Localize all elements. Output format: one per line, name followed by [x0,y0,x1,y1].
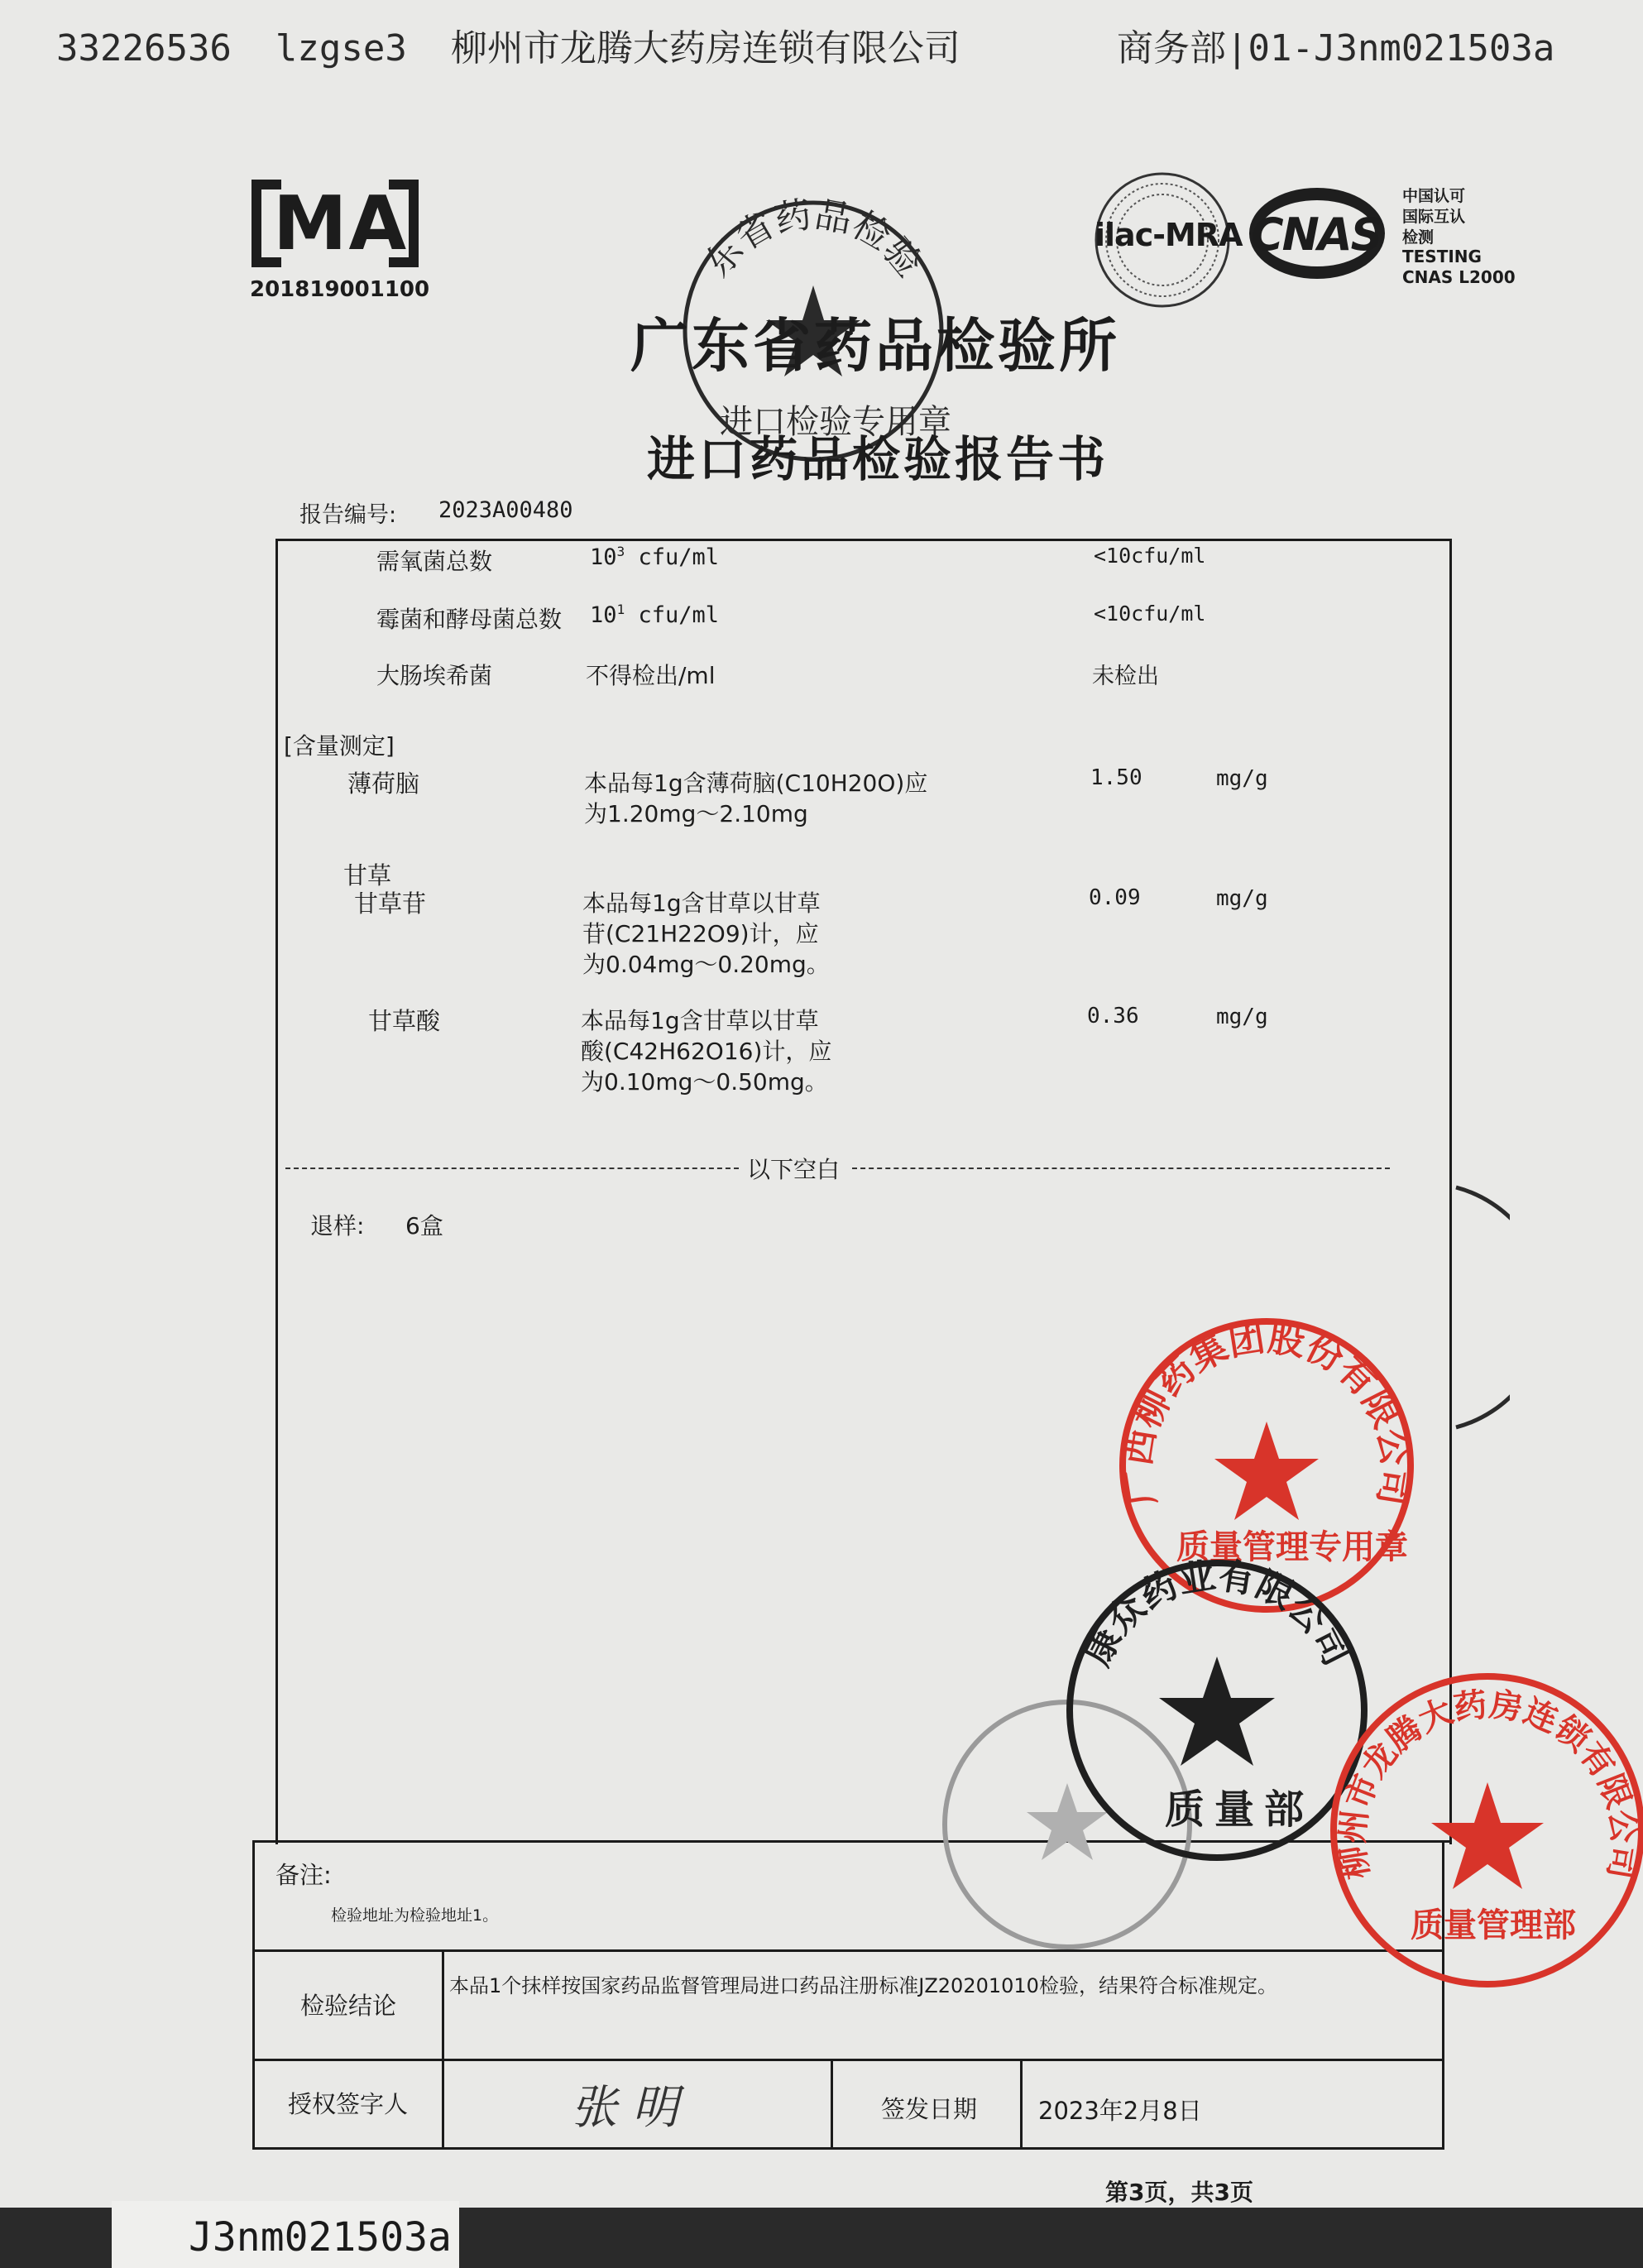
cnas-number: CNAS L2000 [1402,267,1516,287]
assay-menthol-result: 1.50 [1090,765,1142,790]
header-department: 商务部|01-J3nm021503a [1117,27,1555,70]
assay-glycyrrhizic-std-2: 酸(C42H62O16)计，应 [581,1038,832,1065]
cnas-text: CNAS [1251,209,1382,261]
assay-liquiritin-std-3: 为0.04mg～0.20mg。 [582,951,830,978]
issue-date-value: 2023年2月8日 [1038,2097,1202,2125]
assay-glycyrrhizic-result: 0.36 [1087,1004,1139,1029]
micro-item-ecoli: 大肠埃希菌 [376,662,493,689]
assay-menthol-std-1: 本品每1g含薄荷脑(C10H20O)应 [584,770,928,797]
header-company: 柳州市龙腾大药房连锁有限公司 [450,27,960,70]
conclusion-divider [442,1949,444,2147]
kangzhong-seal-bottom-text: 质量部 [1165,1786,1315,1833]
blank-marker: 以下空白 [747,1156,841,1183]
assay-menthol-unit: mg/g [1216,766,1268,791]
liuyao-seal-bottom-text: 质量管理专用章 [1176,1528,1408,1566]
assay-glycyrrhizic-name: 甘草酸 [368,1007,441,1035]
returned-sample-value: 6盒 [405,1212,443,1239]
signatory-signature: 张明 [571,2081,693,2135]
page-info: 第3页，共3页 [1105,2179,1253,2206]
cnas-cn-line2: 国际互认 [1402,208,1466,226]
micro-standard-ecoli: 不得检出/ml [586,662,716,689]
institute-seal-top-text: 东省药品检验 [696,194,931,285]
header-bar [56,18,960,71]
assay-liquiritin-result: 0.09 [1089,885,1141,910]
blank-marker-line-right [852,1168,1390,1169]
assay-liquiritin-std-1: 本品每1g含甘草以甘草 [582,889,821,917]
table-top-border [275,539,1452,541]
conclusion-text: 本品1个抹样按国家药品监督管理局进口药品注册标准JZ20201010检验，结果符合标准规定。 [449,1974,1277,1997]
table-bottom-border [252,2147,1444,2150]
institute-seal-bottom-text: 进口检验专用章 [720,403,951,441]
institute-title: 广东省药品检验所 [630,312,1120,380]
partial-edge-stamp [1452,1183,1510,1431]
returned-sample-label: 退样: [310,1212,365,1239]
assay-liquiritin-std-2: 苷(C21H22O9)计，应 [582,920,819,947]
micro-standard-aerobic: $10^3$ cfu/ml [590,544,720,570]
signatory-divider-2 [1020,2059,1023,2147]
assay-menthol-name: 薄荷脑 [347,770,420,798]
longteng-seal-bottom-text: 质量管理部 [1411,1906,1576,1944]
report-no-label: 报告编号: [299,502,397,528]
micro-item-aerobic: 需氧菌总数 [376,548,493,575]
report-no-value: 2023A00480 [438,497,573,523]
micro-item-mold: 霉菌和酵母菌总数 [376,606,563,633]
assay-section-label: [含量测定] [284,732,395,760]
longteng-seal-top-text: 柳州市龙腾大药房连锁有限公司 [1333,1685,1643,1882]
header-doc-id: 33226536 [56,27,232,70]
micro-standard-mold: $10^1$ cfu/ml [590,602,720,628]
svg-text:康众药业有限公司 [1076,1557,1358,1672]
report-title: 进口药品检验报告书 [647,431,1109,487]
liuyao-seal-top-text: 广西柳药集团股份有限公司 [1116,1316,1417,1509]
assay-menthol-std-2: 为1.20mg～2.10mg [584,800,808,827]
cnas-testing: TESTING [1402,247,1482,266]
assay-glycyrrhizic-unit: mg/g [1216,1005,1268,1029]
kangzhong-seal-top-text: 康众药业有限公司 [1075,1557,1358,1673]
micro-result-mold: <10cfu/ml [1094,602,1206,626]
assay-liquiritin-name: 甘草苷 [354,889,427,918]
assay-glycyrrhizic-std-3: 为0.10mg～0.50mg。 [581,1068,828,1096]
assay-glycyrrhizic-std-1: 本品每1g含甘草以甘草 [581,1007,819,1034]
cma-number: 201819001100 [250,277,430,302]
svg-text:东省药品检验 [697,194,930,285]
conclusion-label: 检验结论 [300,1992,397,2020]
signatory-top-border [252,2059,1444,2061]
header-user: lzgse3 [275,27,407,70]
micro-result-ecoli: 未检出 [1092,664,1159,689]
blank-marker-line-left [285,1168,739,1169]
footer-code: J3nm021503a [189,2214,452,2261]
cnas-cn-line1: 中国认可 [1402,187,1466,205]
cma-mark: MA [273,180,409,267]
bottom-table-left [252,1840,255,2147]
signatory-divider-1 [831,2059,833,2147]
micro-result-aerobic: <10cfu/ml [1094,544,1206,568]
ilac-mra-text: ilac-MRA [1095,217,1243,253]
cnas-cn-line3: 检测 [1402,228,1435,247]
remarks-label: 备注: [275,1861,332,1889]
issue-date-label: 签发日期 [881,2095,978,2123]
assay-licorice-label: 甘草 [343,861,392,889]
assay-liquiritin-unit: mg/g [1216,886,1268,911]
remarks-text: 检验地址为检验地址1。 [331,1906,499,1925]
table-left-border [275,539,278,1844]
signatory-label: 授权签字人 [288,2090,409,2118]
conclusion-top-border [252,1949,1444,1952]
